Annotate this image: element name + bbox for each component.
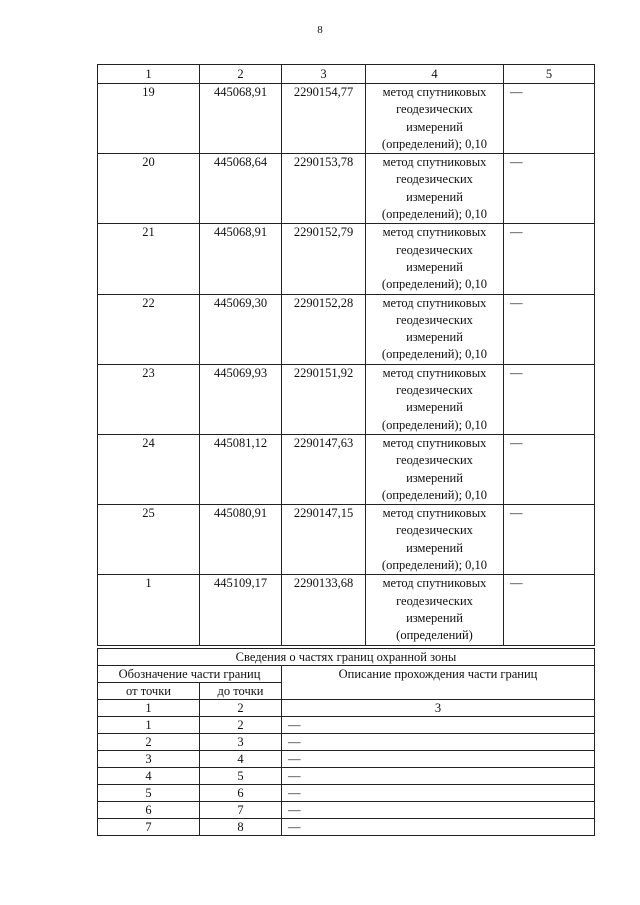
point-number-cell: 24: [98, 434, 200, 504]
method-line: (определений); 0,10: [381, 207, 488, 222]
boundary-part-row: [98, 768, 595, 785]
parts-column-number-1: 1: [98, 700, 200, 717]
y-coordinate-cell: 2290152,79: [282, 224, 366, 294]
note-cell: —: [504, 364, 595, 434]
page-number: 8: [317, 24, 323, 36]
note-cell: —: [504, 224, 595, 294]
method-line: геодезических: [396, 102, 473, 117]
note-cell: —: [504, 434, 595, 504]
method-cell: [366, 84, 504, 154]
method-line: измерений: [406, 610, 463, 625]
coordinate-row: [98, 294, 595, 364]
method-line: геодезических: [396, 523, 473, 538]
parts-column-number-2: 2: [200, 700, 282, 717]
from-point-cell: 6: [98, 802, 200, 819]
method-cell: [366, 224, 504, 294]
y-coordinate-cell: 2290153,78: [282, 154, 366, 224]
method-line: геодезических: [396, 172, 473, 187]
parts-title-row: [98, 649, 595, 666]
to-point-cell: 5: [200, 768, 282, 785]
from-point-cell: 1: [98, 717, 200, 734]
from-point-cell: 4: [98, 768, 200, 785]
x-coordinate-cell: 445080,91: [200, 505, 282, 575]
y-coordinate-cell: 2290133,68: [282, 575, 366, 645]
coordinate-row: [98, 154, 595, 224]
method-line: измерений: [406, 400, 463, 415]
x-coordinate-cell: 445081,12: [200, 434, 282, 504]
part-description-cell: —: [282, 802, 595, 819]
boundary-part-row: [98, 717, 595, 734]
part-description-cell: —: [282, 734, 595, 751]
coordinates-table: [97, 64, 595, 646]
method-cell: [366, 364, 504, 434]
from-point-cell: 5: [98, 785, 200, 802]
method-line: (определений); 0,10: [381, 558, 488, 573]
point-number-cell: 20: [98, 154, 200, 224]
column-number-1: 1: [98, 65, 200, 84]
to-point-cell: 4: [200, 751, 282, 768]
note-cell: —: [504, 505, 595, 575]
method-line: геодезических: [396, 453, 473, 468]
coordinate-row: [98, 364, 595, 434]
note-cell: —: [504, 154, 595, 224]
to-point-cell: 6: [200, 785, 282, 802]
to-point-cell: 8: [200, 819, 282, 836]
method-line: (определений); 0,10: [381, 487, 488, 502]
column-number-4: 4: [366, 65, 504, 84]
part-description-cell: —: [282, 717, 595, 734]
designation-header: Обозначение части границ: [98, 666, 282, 683]
method-line: (определений); 0,10: [381, 277, 488, 292]
method-line: метод спутниковых: [382, 225, 487, 240]
method-line: метод спутниковых: [382, 506, 487, 521]
to-point-cell: 7: [200, 802, 282, 819]
method-line: измерений: [406, 330, 463, 345]
x-coordinate-cell: 445069,30: [200, 294, 282, 364]
x-coordinate-cell: 445068,64: [200, 154, 282, 224]
method-line: метод спутниковых: [382, 295, 487, 310]
parts-column-number-3: 3: [282, 700, 595, 717]
coordinate-row: [98, 434, 595, 504]
x-coordinate-cell: 445068,91: [200, 224, 282, 294]
parts-column-numbers-row: [98, 700, 595, 717]
to-point-cell: 2: [200, 717, 282, 734]
parts-table-title: Сведения о частях границ охранной зоны: [98, 649, 595, 666]
coordinate-row: [98, 575, 595, 645]
boundary-part-row: [98, 751, 595, 768]
method-line: геодезических: [396, 383, 473, 398]
method-line: геодезических: [396, 593, 473, 608]
note-cell: —: [504, 294, 595, 364]
boundary-part-row: [98, 734, 595, 751]
method-line: (определений); 0,10: [381, 417, 488, 432]
method-cell: [366, 294, 504, 364]
point-number-cell: 1: [98, 575, 200, 645]
part-description-cell: —: [282, 751, 595, 768]
part-description-cell: —: [282, 819, 595, 836]
method-line: измерений: [406, 470, 463, 485]
method-line: метод спутниковых: [382, 85, 487, 99]
x-coordinate-cell: 445109,17: [200, 575, 282, 645]
method-line: измерений: [406, 189, 463, 204]
y-coordinate-cell: 2290154,77: [282, 84, 366, 154]
boundary-part-row: [98, 802, 595, 819]
method-line: (определений); 0,10: [381, 136, 488, 151]
method-line: метод спутниковых: [382, 155, 487, 170]
y-coordinate-cell: 2290147,63: [282, 434, 366, 504]
from-point-cell: 2: [98, 734, 200, 751]
method-line: геодезических: [396, 312, 473, 327]
point-number-cell: 22: [98, 294, 200, 364]
parts-header-row: [98, 666, 595, 683]
method-line: измерений: [406, 540, 463, 555]
y-coordinate-cell: 2290147,15: [282, 505, 366, 575]
column-number-5: 5: [504, 65, 595, 84]
column-number-3: 3: [282, 65, 366, 84]
method-line: метод спутниковых: [382, 435, 487, 450]
y-coordinate-cell: 2290152,28: [282, 294, 366, 364]
coordinates-header-row: [98, 65, 595, 84]
method-line: измерений: [406, 119, 463, 134]
part-description-cell: —: [282, 768, 595, 785]
coordinate-row: [98, 84, 595, 154]
method-cell: [366, 154, 504, 224]
method-line: измерений: [406, 259, 463, 274]
boundary-part-row: [98, 785, 595, 802]
coordinate-row: [98, 505, 595, 575]
method-line: (определений): [396, 628, 473, 643]
from-point-cell: 7: [98, 819, 200, 836]
part-description-cell: —: [282, 785, 595, 802]
method-cell: [366, 505, 504, 575]
method-line: геодезических: [396, 242, 473, 257]
note-cell: —: [504, 84, 595, 154]
to-point-header: до точки: [200, 683, 282, 700]
method-cell: [366, 434, 504, 504]
point-number-cell: 23: [98, 364, 200, 434]
coordinate-row: [98, 224, 595, 294]
method-cell: [366, 575, 504, 645]
description-header: Описание прохождения части границ: [282, 666, 595, 700]
from-point-cell: 3: [98, 751, 200, 768]
method-line: (определений); 0,10: [381, 347, 488, 362]
point-number-cell: 19: [98, 84, 200, 154]
point-number-cell: 21: [98, 224, 200, 294]
x-coordinate-cell: 445068,91: [200, 84, 282, 154]
column-number-2: 2: [200, 65, 282, 84]
from-point-header: от точки: [98, 683, 200, 700]
point-number-cell: 25: [98, 505, 200, 575]
faded-footer-mark: [440, 894, 630, 900]
to-point-cell: 3: [200, 734, 282, 751]
method-line: метод спутниковых: [382, 365, 487, 380]
y-coordinate-cell: 2290151,92: [282, 364, 366, 434]
method-line: метод спутниковых: [382, 576, 487, 591]
boundary-part-row: [98, 819, 595, 836]
note-cell: —: [504, 575, 595, 645]
boundary-parts-table: [97, 648, 595, 836]
x-coordinate-cell: 445069,93: [200, 364, 282, 434]
